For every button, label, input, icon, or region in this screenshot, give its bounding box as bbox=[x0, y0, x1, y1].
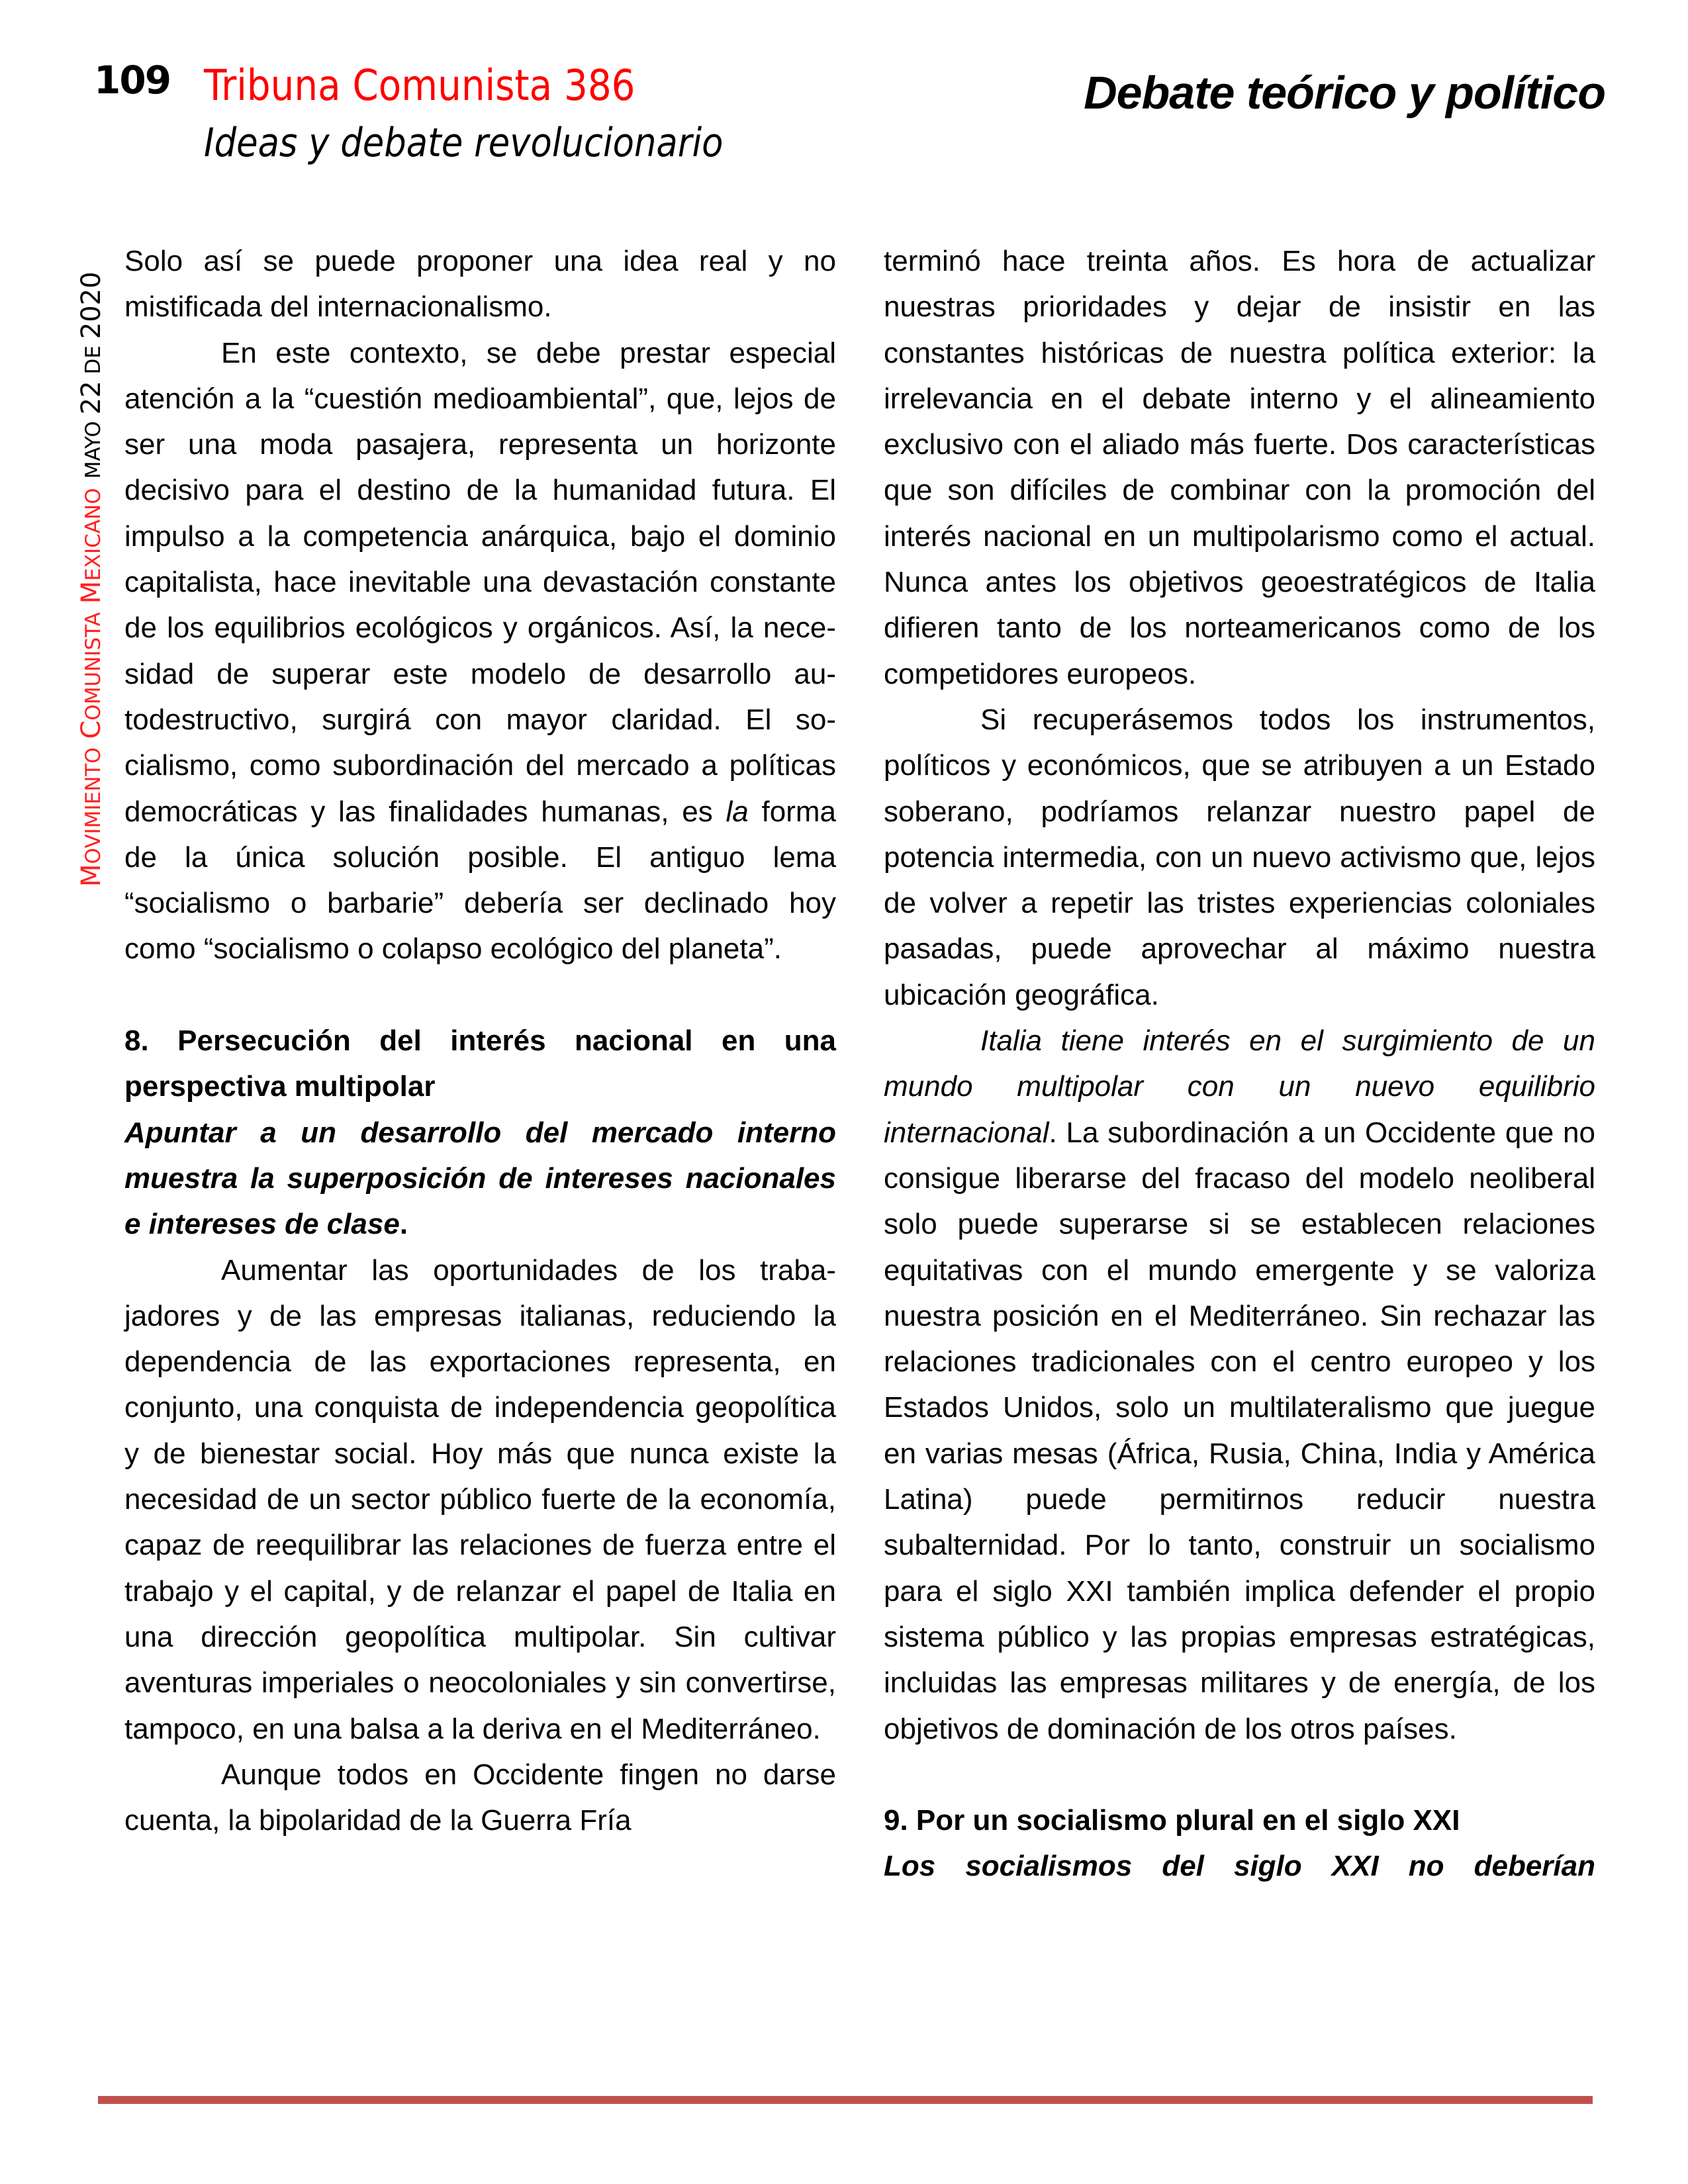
paragraph: terminó hace treinta años. Es hora de actualizar nuestras prioridades y dejar de insistir en las constantes históricas de nuestra política exterior: la irrelevancia en el debate interno y el alineamiento exclusivo con el aliado más fuerte. Dos características que son difíciles de combinar con la promoción del interés nacional en un multipolarismo como el actual. Nunca antes los objetivos geoestratégicos de Italia difieren tanto de los norteamericanos como de los competidores europeos. bbox=[884, 245, 1595, 690]
paragraph: Aunque todos en Occidente fingen no darse cuenta, la bipolaridad de la Guerra Fría bbox=[124, 1758, 836, 1837]
footer-rule bbox=[98, 2096, 1593, 2104]
page-number: 109 bbox=[94, 58, 171, 103]
section-subheading-8: Apuntar a un desarrollo del mercado interno muestra la superposición de intereses nacionales e intereses de clase. bbox=[124, 1116, 836, 1241]
publication-subtitle: Ideas y debate revolucionario bbox=[204, 120, 724, 166]
organization-name: MOVIMIENTO COMUNISTA MEXICANO bbox=[76, 488, 107, 887]
right-column bbox=[884, 238, 1595, 1889]
paragraph: Si recuperásemos todos los instrumentos, políticos y económicos, que se atribuyen a un Estado soberano, podríamos relanzar nuestro papel de potencia intermedia, con un nuevo activismo que, lejos de volver a repetir las tristes experiencias coloniales pasadas, puede aprovechar al máximo nuestra ubicación geográfica. bbox=[884, 703, 1595, 1011]
section-heading-8: 8. Persecución del interés nacional en una perspectiva multipolar bbox=[124, 1024, 836, 1103]
paragraph: Aumentar las oportunidades de los trabajadores y de las empresas italianas, reduciendo la dependencia de las exportaciones representa, en conjunto, una conquista de independencia geopolítica y de bienestar social. Hoy más que nunca existe la necesidad de un sector público fuerte de la economía, capaz de reequilibrar las relaciones de fuerza entre el trabajo y el capital, y de relanzar el papel de Italia en una dirección geopolítica multipolar. Sin cultivar aventuras imperiales o neocoloniales y sin convertirse, tampoco, en una balsa a la deriva en el Mediterráneo. bbox=[124, 1253, 836, 1745]
left-column bbox=[124, 238, 836, 1843]
side-running-label bbox=[78, 271, 105, 887]
section-subheading-9: Los socialismos del siglo XXI no deberían bbox=[884, 1850, 1595, 1883]
publication-title: Tribuna Comunista 386 bbox=[204, 62, 635, 111]
paragraph: En este contexto, se debe prestar especial atención a la “cuestión medioambiental”, que, lejos de ser una moda pasajera, representa un horizonte decisivo para el destino de la humanidad futura. El impulso a la competencia anárquica, bajo el dominio capitalista, hace inevitable una devastación constante de los equilibrios ecológicos y orgánicos. Así, la necesidad de superar este modelo de desarrollo autodestructivo, surgirá con mayor claridad. El socialismo, como subordinación del mercado a políticas democráticas y las finalidades humanas, es la forma de la única solución posible. El antiguo lema “socialismo o barbarie” debería ser declinado hoy como “socialismo o colapso ecológico del planeta”. bbox=[124, 336, 836, 966]
issue-date: MAYO 22 DE 2020 bbox=[76, 271, 107, 479]
section-title: Debate teórico y político bbox=[1084, 67, 1605, 118]
paragraph: Italia tiene interés en el surgimiento de un mundo multipolar con un nuevo equilibrio internacional. La subordinación a un Occidente que no consigue liberarse del fracaso del modelo neoliberal solo puede superarse si se establecen relaciones equitativas con el mundo emergente y se valoriza nuestra posición en el Mediterráneo. Sin rechazar las relaciones tradicionales con el centro europeo y los Estados Unidos, solo un multilateralismo que juegue en varias mesas (África, Rusia, China, India y América Latina) puede permitirnos reducir nuestra subalternidad. Por lo tanto, construir un socialismo para el siglo XXI también implica defender el propio sistema público y las propias empresas estratégicas, incluidas las empresas militares y de energía, de los objetivos de dominación de los otros países. bbox=[884, 1024, 1595, 1745]
section-heading-9: 9. Por un socialismo plural en el siglo XXI bbox=[884, 1804, 1460, 1837]
paragraph: Solo así se puede proponer una idea real y no mistificada del internacionalismo. bbox=[124, 245, 836, 324]
